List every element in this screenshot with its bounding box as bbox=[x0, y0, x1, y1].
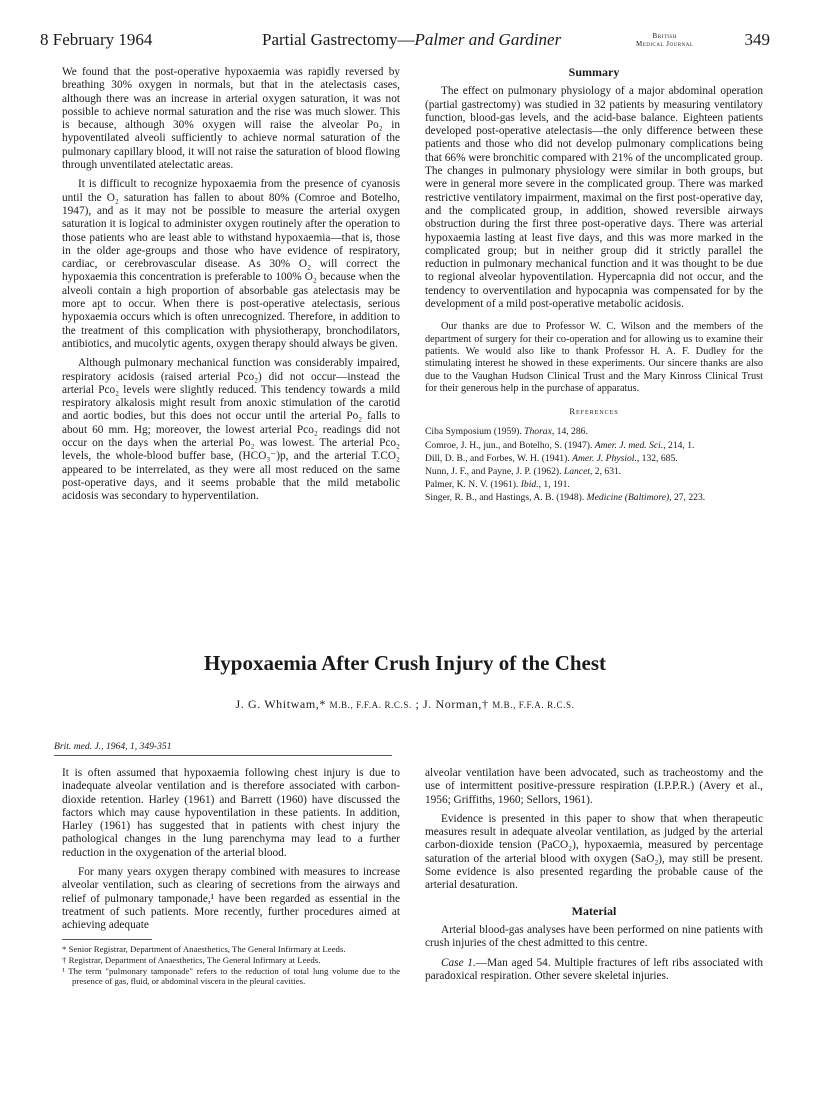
paragraph: Arterial blood-gas analyses have been performed on nine patients with crush injuries of the chest admitted to this centre. bbox=[425, 923, 763, 950]
reference-item: Comroe, J. H., jun., and Botelho, S. (1947). Amer. J. med. Sci., 214, 1. bbox=[425, 439, 695, 451]
citation: Brit. med. J., 1964, 1, 349-351 bbox=[54, 741, 172, 752]
author-1-degrees: M.B., F.F.A. R.C.S. bbox=[329, 700, 412, 710]
footnotes bbox=[62, 944, 400, 987]
author-1: J. G. Whitwam,* bbox=[235, 697, 326, 711]
article-title: Hypoxaemia After Crush Injury of the Chest bbox=[203, 651, 607, 675]
reference-item: Ciba Symposium (1959). Thorax, 14, 286. bbox=[425, 426, 588, 438]
right-column-bottom bbox=[425, 767, 763, 989]
left-column-bottom bbox=[62, 767, 400, 987]
reference-item: Singer, R. B., and Hastings, A. B. (1948). Medicine (Baltimore), 27, 223. bbox=[425, 492, 706, 504]
footnote: * Senior Registrar, Department of Anaesthetics, The General Infirmary at Leeds. bbox=[62, 943, 346, 954]
paragraph: For many years oxygen therapy combined with measures to increase alveolar ventilation, such as clearing of secretions from the airways and relief of pulmonary tamponade,¹ have been regarded as essential in the treatment of such patients. More recently, further procedures aimed at achieving adequate bbox=[62, 866, 400, 932]
paragraph: Although pulmonary mechanical function was considerably impaired, respiratory acidosis (raised arterial Pco₂) did not occur—instead the arterial Pco₂ levels were slightly reduced. This tendency towards a mild respiratory alkalosis might result from anoxic stimulation of the carotid and aortic bodies, but this does not occur until the arterial Po₂ falls to about 60 mm. Hg; moreover, the lowest arterial Pco₂ readings did not occur on the days when the arterial Po₂ was lowest. The arterial Pco₂ levels, the whole-blood buffer base, (HCO₃⁻)p, and the arterial T.CO₂ appeared to be interrelated, as they were all most reduced on the same post-operative days, and it seems probable that the mild metabolic acidosis was secondary to hyperventilation. bbox=[62, 357, 400, 503]
journal-line-1: British bbox=[652, 32, 677, 40]
issue-date: 8 February 1964 bbox=[40, 30, 153, 49]
summary-text: The effect on pulmonary physiology of a major abdominal operation (partial gastrectomy) was studied in 32 patients by measuring ventilatory function, blood-gas levels, and the acid-base balance. Eighteen patients developed post-operative atelectasis—the only difference between these patients and those who did not develop pulmonary complications being that 66% were bronchitic compared with 21% of the uncomplicated group. The changes in pulmonary physiology were similar in both groups, but were in general more severe in the complicated group. There was marked restrictive ventilatory impairment, maximal on the first post-operative day, and the complicated group, in addition, showed reversible airways obstruction during the first three post-operative days. There was arterial hypoxaemia lasting at least five days, and this was more marked in the complicated group; but in neither group did it strictly parallel the reduction in pulmonary mechanical function and it was thought to be due to regional alveolar hypoventilation. Hypercapnia did not occur, and the tendency to overventilation and hypocapnia was compensated for by the development of a mild post-operative metabolic acidosis. bbox=[425, 85, 763, 311]
journal-name bbox=[636, 32, 693, 48]
paragraph: Evidence is presented in this paper to show that when therapeutic measures result in adequate alveolar ventilation, as judged by the arterial carbon-dioxide tension (PaCO₂), hypoxaemia, measured by percentage saturation of the arterial blood with oxygen (SaO₂), may still be present. Some evidence is also presented regarding the probable cause of the arterial desaturation. bbox=[425, 812, 763, 892]
author-2-degrees: M.B., F.F.A. R.C.S. bbox=[492, 700, 575, 710]
acknowledgement: Our thanks are due to Professor W. C. Wilson and the members of the department of surgery for their co-operation and for allowing us to examine their patients. We would also like to thank Professor H. A. F. Dudley for the stimulating interest he showed in these experiments. Our sincere thanks are also due to the Vaughan Hudson Clinical Trust and the Mary Kinross Clinical Trust for their generous help in the purchase of apparatus. bbox=[425, 321, 763, 394]
case-text: —Man aged 54. Multiple fractures of left ribs associated with paradoxical respiration. Other severe skeletal injuries. bbox=[425, 956, 763, 982]
paragraph: It is difficult to recognize hypoxaemia from the presence of cyanosis until the O₂ saturation has fallen to about 80% (Comroe and Botelho, 1947), and as it may not be possible to measure the arterial oxygen saturation it is logical to administer oxygen routinely after the operation to those patients who are least able to withstand hypoxaemia—that is, those in the older age-groups and those who have evidence of respiratory, cardiac, or cerebrovascular disease. As 30% O₂ will correct the hypoxaemia this concentration is preferable to 100% O₂ because when the alveoli contain a high proportion of absorbable gas atelectasis may be more apt to occur. When there is post-operative atelectasis, serious hypoxaemia occurs which is often unrecognized. Therefore, in addition to the treatment of this complication with physiotherapy, bronchodilators, antibiotics, and mucolytic agents, oxygen therapy should always be given. bbox=[62, 178, 400, 350]
page-number: 349 bbox=[744, 30, 770, 49]
article-authors bbox=[40, 697, 770, 712]
material-heading: Material bbox=[571, 903, 617, 918]
reference-item: Nunn, J. F., and Payne, J. P. (1962). Lancet, 2, 631. bbox=[425, 466, 622, 478]
footnote: ¹ The term "pulmonary tamponade" refers to the reduction of total lung volume due to the presence of gas, fluid, or abdominal viscera in the pleural cavities. bbox=[62, 965, 400, 987]
references-heading: References bbox=[569, 406, 619, 417]
citation-rule bbox=[54, 755, 392, 756]
running-title-text: Partial Gastrectomy— bbox=[262, 30, 415, 49]
footnote-rule bbox=[62, 939, 152, 940]
case-paragraph bbox=[425, 957, 763, 984]
left-column-top bbox=[62, 66, 400, 510]
references-list bbox=[425, 426, 763, 503]
reference-item: Dill, D. B., and Forbes, W. H. (1941). Amer. J. Physiol., 132, 685. bbox=[425, 452, 678, 464]
summary-heading: Summary bbox=[568, 65, 620, 79]
paragraph: It is often assumed that hypoxaemia following chest injury is due to inadequate alveolar ventilation and is therefore associated with carbon-dioxide retention. Harley (1961) and Barrett (1960) have discussed the factors which may cause hypoventilation in these patients. In addition, Harley (1961) has suggested that in patients with chest injury the pathological changes in the lung parenchyma may lead to a further reduction in the oxygenation of the arterial blood. bbox=[62, 767, 400, 859]
right-column-top bbox=[425, 66, 763, 506]
journal-line-2: Medical Journal bbox=[636, 40, 694, 48]
footnote: † Registrar, Department of Anaesthetics, The General Infirmary at Leeds. bbox=[62, 954, 321, 965]
running-authors: Palmer and Gardiner bbox=[414, 30, 562, 49]
case-label: Case 1. bbox=[441, 956, 476, 969]
paragraph: We found that the post-operative hypoxaemia was rapidly reversed by breathing 30% oxygen in normals, but that in the atelectasis cases, although there was an increase in arterial oxygen saturation, it was not possible to achieve normal saturation and the rise was much slower. This is because, although 30% oxygen will raise the alveolar Po₂ in hypoventilated alveoli sufficiently to achieve normal saturation of the pulmonary capillary blood, it will not raise the saturation of blood flowing through unventilated atelectatic areas. bbox=[62, 66, 400, 172]
paragraph: alveolar ventilation have been advocated, such as tracheostomy and the use of intermittent positive-pressure respiration (I.P.P.R.) (Avery et al., 1956; Griffiths, 1960; Sellors, 1961). bbox=[425, 767, 763, 806]
running-title bbox=[262, 30, 561, 50]
page-header bbox=[40, 30, 770, 54]
author-separator: ; bbox=[415, 697, 420, 711]
author-2: J. Norman,† bbox=[423, 697, 489, 711]
reference-item: Palmer, K. N. V. (1961). Ibid., 1, 191. bbox=[425, 479, 570, 491]
